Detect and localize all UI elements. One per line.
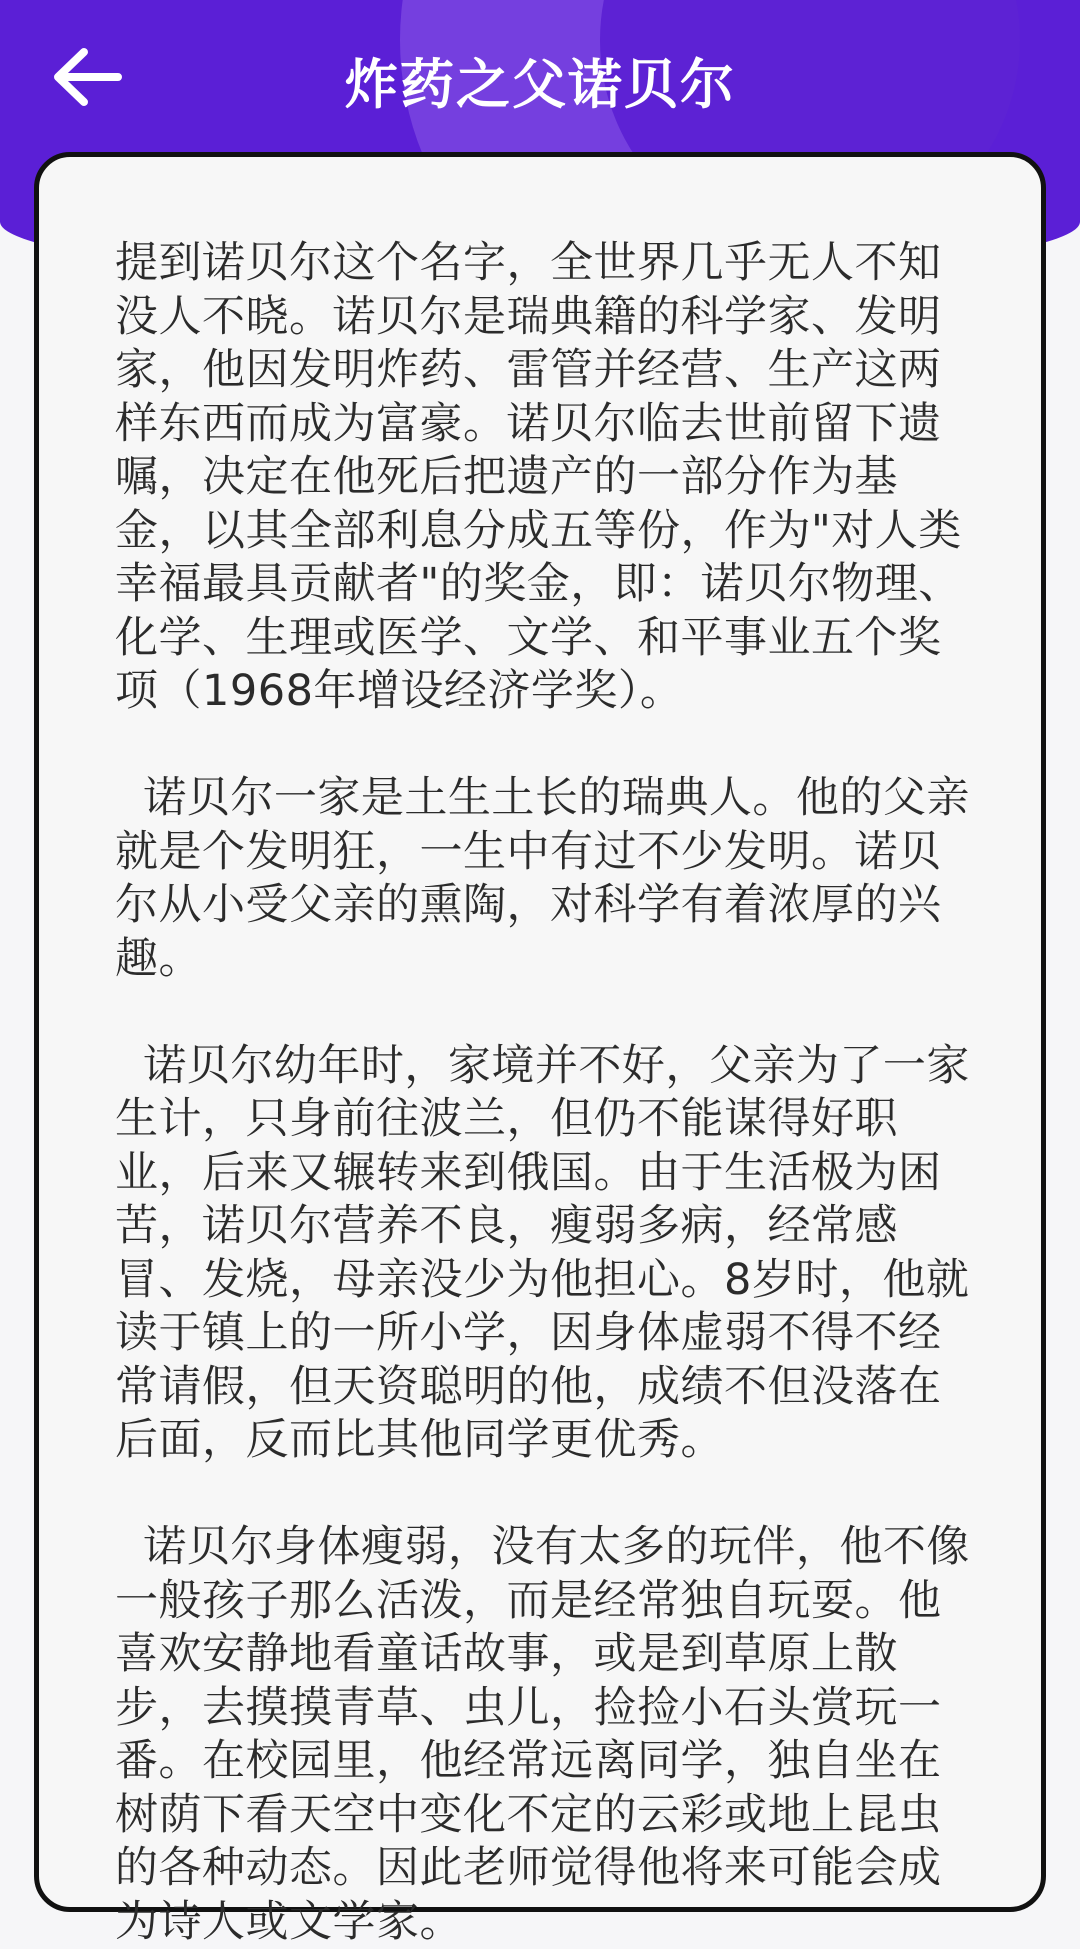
article-paragraph: 诺贝尔一家是土生土长的瑞典人。他的父亲就是个发明狂，一生中有过不少发明。诺贝尔从小受父亲的熏陶，对科学有着浓厚的兴趣。 <box>115 773 970 984</box>
article-paragraph: 诺贝尔幼年时，家境并不好，父亲为了一家生计，只身前往波兰，但仍不能谋得好职业，后来又辗转来到俄国。由于生活极为困苦，诺贝尔营养不良，瘦弱多病，经常感冒、发烧，母亲没少为他担心。8岁时，他就读于镇上的一所小学，因身体虚弱不得不经常请假，但天资聪明的他，成绩不但没落在后面，反而比其他同学更优秀。 <box>115 1040 970 1465</box>
top-bar <box>0 0 1080 160</box>
article-card[interactable] <box>34 152 1046 1947</box>
back-button[interactable] <box>48 42 128 112</box>
article-paragraph: 提到诺贝尔这个名字，全世界几乎无人不知没人不晓。诺贝尔是瑞典籍的科学家、发明家，他因发明炸药、雷管并经营、生产这两样东西而成为富豪。诺贝尔临去世前留下遗嘱，决定在他死后把遗产的一部分作为基金，以其全部利息分成五等份，作为"对人类幸福最具贡献者"的奖金，即：诺贝尔物理、化学、生理或医学、文学、和平事业五个奖项（1968年增设经济学奖）。 <box>115 238 962 716</box>
page-title: 炸药之父诺贝尔 <box>344 52 736 116</box>
article-body[interactable] <box>115 237 975 1947</box>
article-paragraph: 诺贝尔身体瘦弱，没有太多的玩伴，他不像一般孩子那么活泼，而是经常独自玩耍。他喜欢安静地看童话故事，或是到草原上散步，去摸摸青草、虫儿，捡捡小石头赏玩一番。在校园里，他经常远离同学，独自坐在树荫下看天空中变化不定的云彩或地上昆虫的各种动态。因此老师觉得他将来可能会成为诗人或文学家。 <box>115 1522 970 1947</box>
arrow-left-icon <box>48 42 128 112</box>
